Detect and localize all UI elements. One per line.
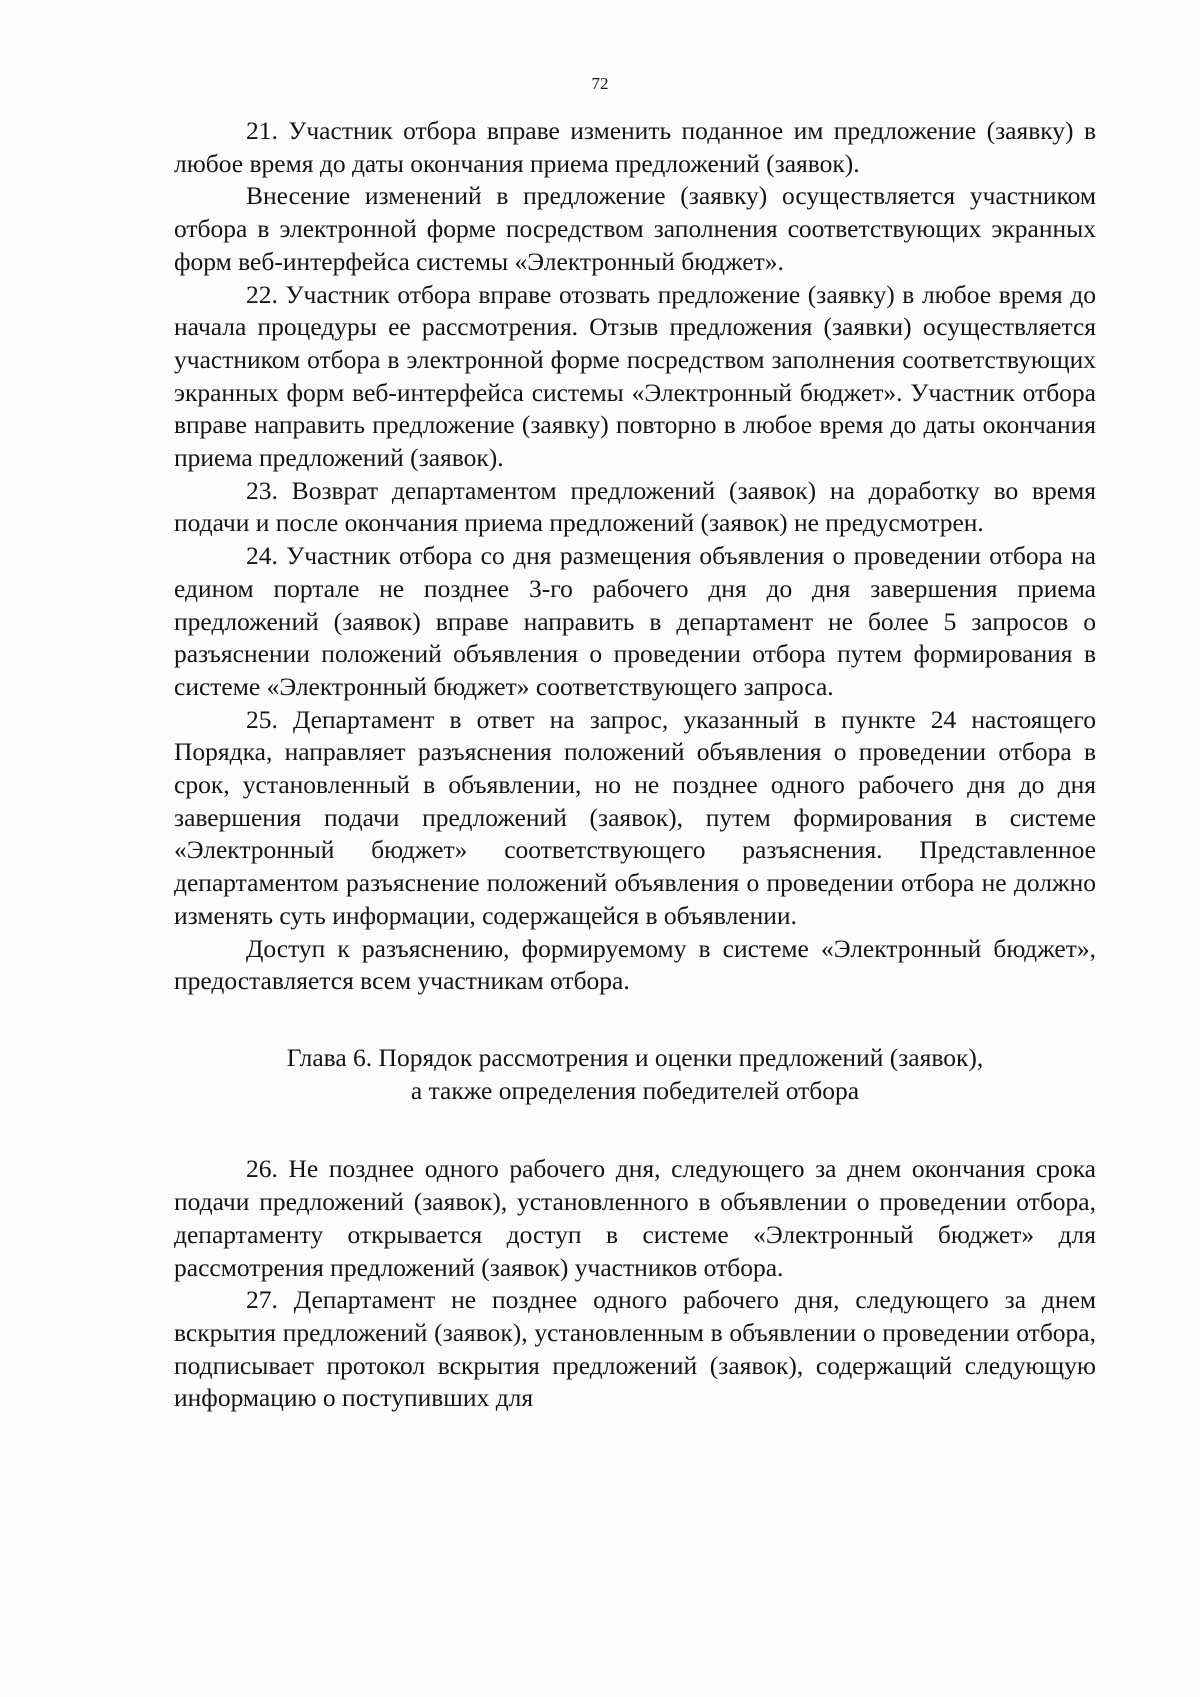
paragraph-25-access: Доступ к разъяснению, формируемому в системе «Электронный бюджет», предоставляется всем участникам отбора.	[174, 933, 1096, 996]
document-body	[174, 115, 1096, 1415]
paragraph-21-changes: Внесение изменений в предложение (заявку) осуществляется участником отбора в электронной форме посредством заполнения соответствующих экранных форм веб-интерфейса системы «Электронный бюджет».	[174, 181, 1096, 276]
paragraph-26: 26. Не позднее одного рабочего дня, следующего за днем окончания срока подачи предложений (заявок), установленного в объявлении о проведении отбора, департаменту открывается доступ в системе «Электронный бюджет» для рассмотрения предложений (заявок) участников отбора.	[174, 1154, 1096, 1282]
paragraph-24: 24. Участник отбора со дня размещения объявления о проведении отбора на едином портале не позднее 3-го рабочего дня до дня завершения приема предложений (заявок) вправе направить в департамент не более 5 запросов о разъяснении положений объявления о проведении отбора путем формирования в системе «Электронный бюджет» соответствующего запроса.	[174, 541, 1096, 701]
chapter-heading-line-1: Глава 6. Порядок рассмотрения и оценки предложений (заявок),	[286, 1042, 984, 1072]
paragraph-21: 21. Участник отбора вправе изменить поданное им предложение (заявку) в любое время до даты окончания приема предложений (заявок).	[174, 116, 1096, 178]
paragraph-27: 27. Департамент не позднее одного рабочего дня, следующего за днем вскрытия предложений (заявок), установленным в объявлении о проведении отбора, подписывает протокол вскрытия предложений (заявок), содержащий следующую информацию о поступивших для	[174, 1285, 1096, 1413]
page-number: 72	[591, 74, 609, 93]
paragraph-25: 25. Департамент в ответ на запрос, указанный в пункте 24 настоящего Порядка, направляет разъяснения положений объявления о проведении отбора в срок, установленный в объявлении, но не позднее одного рабочего дня до дня завершения подачи предложений (заявок), путем формирования в системе «Электронный бюджет» соответствующего разъяснения. Представленное департаментом разъяснение положений объявления о проведении отбора не должно изменять суть информации, содержащейся в объявлении.	[174, 704, 1096, 930]
chapter-heading	[174, 1042, 1096, 1107]
paragraph-22: 22. Участник отбора вправе отозвать предложение (заявку) в любое время до начала процедуры ее рассмотрения. Отзыв предложения (заявки) осуществляется участником отбора в электронной форме посредством заполнения соответствующих экранных форм веб-интерфейса системы «Электронный бюджет». Участник отбора вправе направить предложение (заявку) повторно в любое время до даты окончания приема предложений (заявок).	[174, 279, 1096, 473]
paragraph-23: 23. Возврат департаментом предложений (заявок) на доработку во время подачи и после окончания приема предложений (заявок) не предусмотрен.	[174, 475, 1096, 538]
chapter-heading-line-2: а также определения победителей отбора	[410, 1075, 860, 1105]
